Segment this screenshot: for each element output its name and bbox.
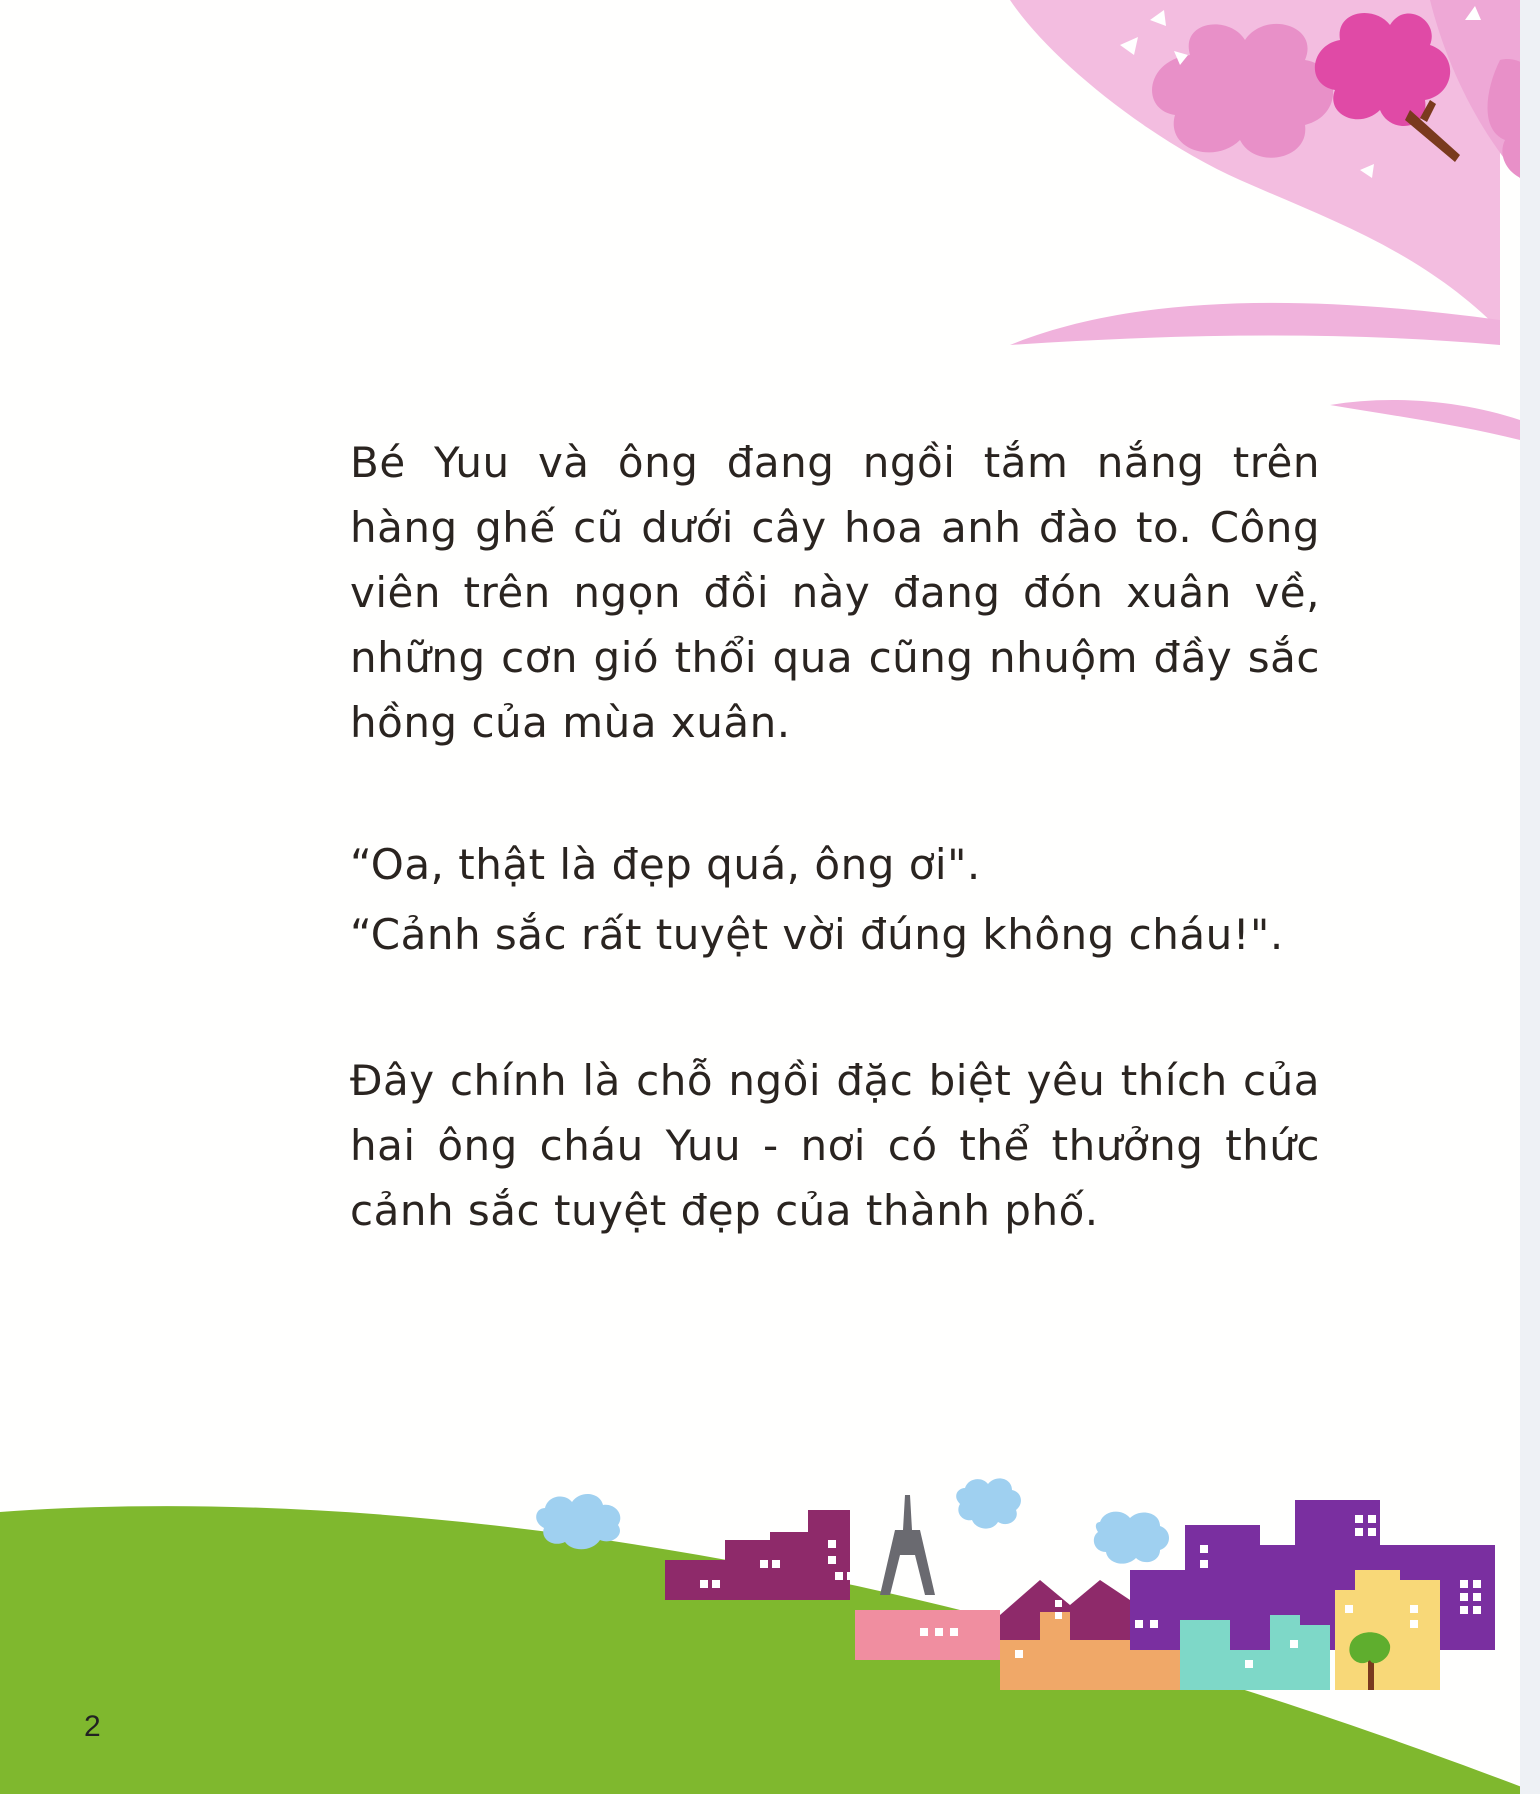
- story-paragraph-1: Bé Yuu và ông đang ngồi tắm nắng trên hàng ghế cũ dưới cây hoa anh đào to. Công viên trên ngọn đồi này đang đón xuân về, những cơn gió thổi qua cũng nhuộm đầy sắc hồng của mùa xuân.: [350, 438, 1320, 747]
- spacer: [350, 755, 1320, 830]
- page-edge: [1520, 0, 1540, 1794]
- pink-wind-streak: [1010, 303, 1500, 345]
- cloud: [1094, 1512, 1169, 1564]
- cloud: [536, 1494, 620, 1549]
- dialogue-line-2: “Cảnh sắc rất tuyệt vời đúng không cháu!".: [350, 910, 1284, 959]
- cherry-blossom-tree: [1010, 0, 1540, 440]
- pink-wind-streak-2: [1330, 400, 1520, 440]
- story-text: [350, 430, 1320, 1243]
- page-number: 2: [84, 1710, 101, 1743]
- story-paragraph-2: Đây chính là chỗ ngồi đặc biệt yêu thích của hai ông cháu Yuu - nơi có thể thưởng thức cảnh sắc tuyệt đẹp của thành phố.: [350, 1056, 1320, 1235]
- spacer: [350, 970, 1320, 1048]
- tv-tower: [880, 1495, 935, 1595]
- dialogue-line-1: “Oa, thật là đẹp quá, ông ơi".: [350, 840, 981, 889]
- cloud: [956, 1478, 1021, 1528]
